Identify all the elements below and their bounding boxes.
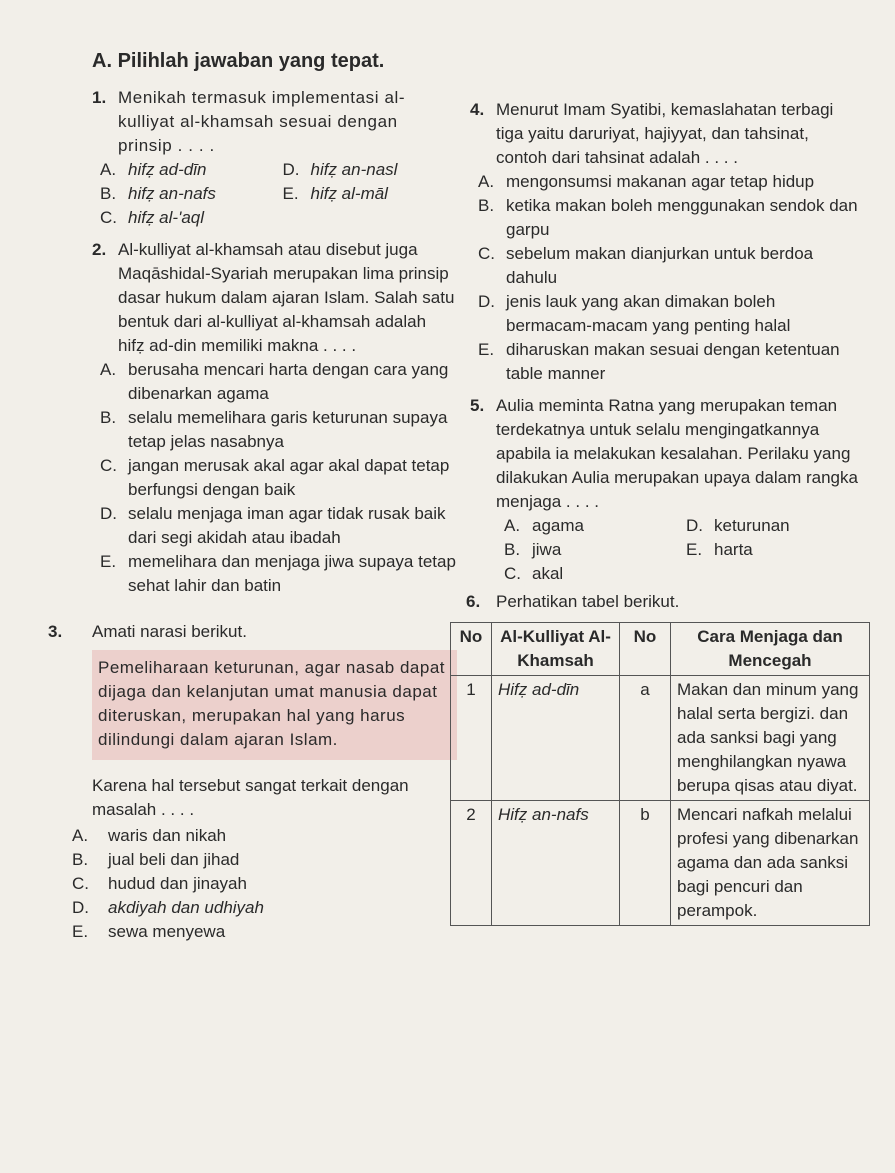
section-heading	[92, 50, 384, 73]
option-a[interactable]	[72, 824, 457, 848]
option-text: jual beli dan jihad	[108, 850, 240, 869]
question-number: 1.	[92, 88, 107, 107]
option-text: waris dan nikah	[108, 826, 227, 845]
option-e[interactable]	[478, 338, 860, 386]
question-3-options	[72, 824, 457, 944]
option-letter: D.	[282, 160, 300, 179]
option-e[interactable]	[100, 550, 457, 598]
option-letter: C.	[72, 874, 89, 893]
option-letter: C.	[478, 244, 495, 263]
section-label: A.	[92, 50, 112, 72]
option-text: akal	[532, 564, 564, 583]
option-letter: B.	[100, 184, 117, 203]
option-letter: D.	[100, 504, 117, 523]
option-b[interactable]	[100, 406, 457, 454]
option-text: jangan merusak akal agar akal dapat tetap berfungsi dengan baik	[128, 456, 450, 499]
narrative-box: Pemeliharaan keturunan, agar nasab dapat dijaga dan kelanjutan umat manusia dapat diteruskan, merupakan hal yang harus dilindungi dalam ajaran Islam.	[92, 650, 457, 760]
option-text: mengonsumsi makanan agar tetap hidup	[506, 172, 815, 191]
option-letter: E.	[282, 184, 299, 203]
question-5-options	[504, 514, 860, 586]
question-number: 3.	[48, 622, 63, 641]
cell-kulliyat: Hifẓ ad-dīn	[492, 676, 620, 801]
question-4	[470, 98, 860, 170]
question-5	[470, 394, 860, 514]
question-2	[92, 238, 457, 358]
option-c[interactable]	[72, 872, 457, 896]
option-letter: D.	[478, 292, 495, 311]
option-letter: C.	[100, 456, 117, 475]
option-letter: C.	[100, 208, 117, 227]
option-d[interactable]	[72, 896, 457, 920]
question-number: 2.	[92, 240, 107, 259]
header-cara: Cara Menjaga dan Mencegah	[671, 623, 870, 676]
question-number: 5.	[470, 396, 485, 415]
option-text: sewa menyewa	[108, 922, 226, 941]
option-text: diharuskan makan sesuai dengan ketentuan table manner	[506, 340, 840, 383]
question-text: Karena hal tersebut sangat terkait dengan masalah . . . .	[92, 776, 409, 819]
option-letter: E.	[686, 540, 703, 559]
option-letter: D.	[686, 516, 703, 535]
option-letter: A.	[72, 826, 89, 845]
option-b[interactable]	[478, 194, 860, 242]
question-number: 4.	[470, 100, 485, 119]
question-text: Menikah termasuk implementasi al-kulliyat al-khamsah sesuai dengan prinsip . . . .	[118, 88, 406, 155]
option-text: akdiyah dan udhiyah	[108, 898, 264, 917]
option-d[interactable]	[686, 514, 860, 538]
table-header-row	[451, 623, 870, 676]
option-b[interactable]	[72, 848, 457, 872]
question-text: Perhatikan tabel berikut.	[496, 592, 680, 611]
option-letter: B.	[100, 408, 117, 427]
cell-kulliyat: Hifẓ an-nafs	[492, 801, 620, 926]
cell-cara: Makan dan minum yang halal serta bergizi. dan ada sanksi bagi yang menghilangkan nyawa berupa qisas atau diyat.	[671, 676, 870, 801]
question-2-options	[92, 358, 457, 598]
option-c[interactable]	[504, 562, 678, 586]
option-text: hifẓ al-māl	[310, 184, 388, 203]
option-letter: A.	[504, 516, 521, 535]
question-number: 6.	[466, 592, 481, 611]
option-letter: A.	[100, 160, 117, 179]
table-row	[451, 801, 870, 926]
option-a[interactable]	[504, 514, 678, 538]
option-letter: B.	[478, 196, 495, 215]
option-text: hifẓ an-nasl	[310, 160, 398, 179]
question-text: Aulia meminta Ratna yang merupakan teman terdekatnya untuk selalu mengingatkannya apabila ia melakukan kesalahan. Perilaku yang dilakukan Aulia merupakan upaya dalam rangka menjaga . . . .	[496, 396, 858, 511]
option-text: ketika makan boleh menggunakan sendok dan garpu	[506, 196, 858, 239]
option-text: hifẓ al-'aql	[128, 208, 205, 227]
left-column	[48, 86, 457, 944]
option-letter: B.	[504, 540, 521, 559]
question-1	[92, 86, 457, 158]
option-letter: E.	[100, 552, 117, 571]
option-c[interactable]	[100, 206, 275, 230]
question-text: Al-kulliyat al-khamsah atau disebut juga Maqāshidal-Syariah merupakan lima prinsip dasar hukum dalam ajaran Islam. Salah satu bentuk dari al-kulliyat al-khamsah adalah hifẓ ad-din memiliki makna . . . .	[118, 240, 455, 355]
option-text: sebelum makan dianjurkan untuk berdoa dahulu	[506, 244, 814, 287]
option-text: memelihara dan menjaga jiwa supaya tetap sehat lahir dan batin	[128, 552, 456, 595]
cell-letter: b	[620, 801, 671, 926]
option-c[interactable]	[100, 454, 457, 502]
right-column	[459, 98, 860, 926]
question-4-options	[470, 170, 860, 386]
option-text: agama	[532, 516, 584, 535]
option-d[interactable]	[283, 158, 458, 182]
cell-no: 1	[451, 676, 492, 801]
option-d[interactable]	[100, 502, 457, 550]
option-letter: B.	[72, 850, 89, 869]
header-no: No	[451, 623, 492, 676]
option-d[interactable]	[478, 290, 860, 338]
option-text: hifẓ ad-dīn	[128, 160, 207, 179]
option-letter: E.	[72, 922, 89, 941]
option-b[interactable]	[504, 538, 678, 562]
option-text: selalu memelihara garis keturunan supaya tetap jelas nasabnya	[128, 408, 448, 451]
option-text: jenis lauk yang akan dimakan boleh bermacam-macam yang penting halal	[506, 292, 791, 335]
kulliyat-table	[450, 622, 870, 926]
option-b[interactable]	[100, 182, 275, 206]
option-a[interactable]	[100, 158, 275, 182]
table-row	[451, 676, 870, 801]
header-no-2: No	[620, 623, 671, 676]
option-letter: A.	[478, 172, 495, 191]
option-text: jiwa	[532, 540, 562, 559]
option-text: keturunan	[714, 516, 790, 535]
option-text: hifẓ an-nafs	[128, 184, 216, 203]
option-e[interactable]	[283, 182, 458, 206]
cell-letter: a	[620, 676, 671, 801]
question-1-options	[100, 158, 457, 230]
header-kulliyat: Al-Kulliyat Al-Khamsah	[492, 623, 620, 676]
question-3	[48, 620, 457, 644]
option-text: harta	[714, 540, 753, 559]
question-6	[466, 590, 860, 614]
option-text: selalu menjaga iman agar tidak rusak baik dari segi akidah atau ibadah	[128, 504, 446, 547]
option-e[interactable]	[686, 538, 860, 562]
option-letter: C.	[504, 564, 521, 583]
option-a[interactable]	[100, 358, 457, 406]
option-text: hudud dan jinayah	[108, 874, 247, 893]
question-text: Menurut Imam Syatibi, kemaslahatan terbagi tiga yaitu daruriyat, hajiyyat, dan tahsinat, contoh dari tahsinat adalah . . . .	[496, 100, 834, 167]
option-letter: D.	[72, 898, 89, 917]
section-title: Pilihlah jawaban yang tepat.	[117, 50, 385, 72]
option-text: berusaha mencari harta dengan cara yang dibenarkan agama	[128, 360, 449, 403]
option-e[interactable]	[72, 920, 457, 944]
option-letter: A.	[100, 360, 117, 379]
cell-no: 2	[451, 801, 492, 926]
option-letter: E.	[478, 340, 495, 359]
cell-cara: Mencari nafkah melalui profesi yang dibenarkan agama dan ada sanksi bagi pencuri dan perampok.	[671, 801, 870, 926]
question-intro: Amati narasi berikut.	[92, 622, 247, 641]
option-c[interactable]	[478, 242, 860, 290]
option-a[interactable]	[478, 170, 860, 194]
